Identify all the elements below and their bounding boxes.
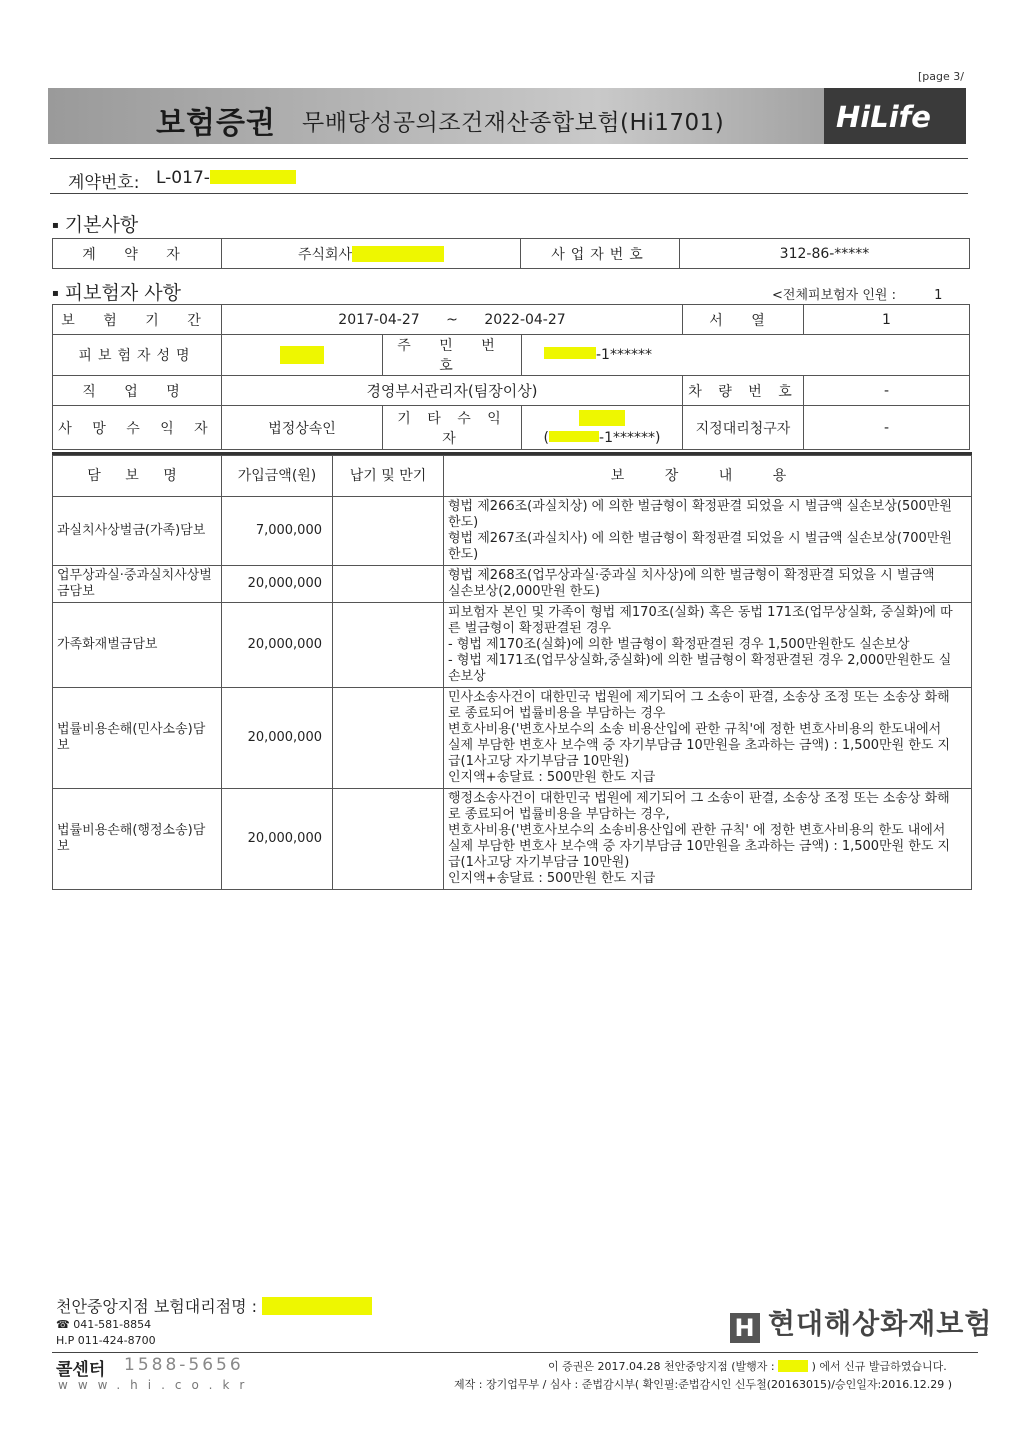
- detail-line: 한도): [448, 547, 479, 562]
- contract-number-value: L-017-: [156, 168, 210, 188]
- coverage-row: [53, 497, 972, 566]
- brand-logo: HiLife: [836, 100, 931, 134]
- redaction-highlight: [778, 1360, 808, 1372]
- coverage-term: [333, 789, 444, 890]
- contractor-name: 주식회사: [297, 246, 353, 263]
- issue-note-post: ) 에서 신규 발급하였습니다.: [811, 1360, 947, 1373]
- agency-label: 천안중앙지점 보험대리점명 :: [56, 1297, 258, 1316]
- coverage-name: 가족화재벌금담보: [53, 603, 222, 688]
- coverage-term: [333, 603, 444, 688]
- detail-line: 실제 부담한 변호사 보수액 중 자기부담금 10만원을 초과하는 금액) : 1,500만원 한도 지: [448, 738, 951, 753]
- proxy-claimant-value: -: [804, 406, 970, 450]
- section-insured-title: [52, 278, 181, 305]
- coverage-row: [53, 789, 972, 890]
- agency-phone: ☎ 041-581-8854: [56, 1318, 152, 1331]
- detail-line: 행정소송사건이 대한민국 법원에 제기되어 그 소송이 판결, 소송상 조정 또는 소송상 화해: [448, 791, 950, 806]
- detail-line: 한도): [448, 515, 479, 530]
- issue-note: [548, 1358, 947, 1374]
- job-value: 경영부서관리자(팀장이상): [222, 376, 683, 406]
- coverage-row: [53, 688, 972, 789]
- basic-info-table: [52, 238, 970, 269]
- detail-line: 실제 부담한 변호사 보수액 중 자기부담금 10만원을 초과하는 금액) : 1,500만원 한도 지: [448, 839, 951, 854]
- redaction-highlight: [352, 246, 444, 262]
- contract-number-label: 계약번호:: [68, 173, 140, 193]
- serial-value: 1: [804, 305, 970, 335]
- contractor-value: [222, 239, 521, 269]
- detail-line: 실손보상(2,000만원 한도): [448, 584, 600, 599]
- coverage-amount: 20,000,000: [222, 566, 333, 603]
- coverage-term: [333, 688, 444, 789]
- detail-line: 형법 제266조(과실치상) 에 의한 벌금형이 확정판결 되었을 시 벌금액 실손보상(500만원: [448, 499, 952, 514]
- section-bullet-icon: ▪: [52, 220, 59, 231]
- coverage-amount: 7,000,000: [222, 497, 333, 566]
- coverage-amount: 20,000,000: [222, 688, 333, 789]
- detail-line: 인지액+송달료 : 500만원 한도 지급: [448, 770, 656, 785]
- serial-label: 서 열: [683, 305, 804, 335]
- coverage-header: 가입금액(원): [222, 456, 333, 497]
- divider: [50, 158, 968, 159]
- detail-line: 형법 제268조(업무상과실·중과실 치사상)에 의한 벌금형이 확정판결 되었을 시 벌금액: [448, 568, 935, 583]
- insured-name-value: [222, 335, 383, 376]
- coverage-row: [53, 603, 972, 688]
- section-bullet-icon: ▪: [52, 288, 59, 299]
- approval-note: 제작 : 장기업무부 / 심사 : 준법감시부( 확인필:준법감시인 신두철(20163015)/승인일자:2016.12.29 ): [454, 1378, 952, 1391]
- rrn-value: [522, 335, 970, 376]
- coverage-table: [52, 455, 972, 890]
- car-label: 차 량 번 호: [683, 376, 804, 406]
- coverage-term: [333, 566, 444, 603]
- detail-line: 른 벌금형이 확정판결된 경우: [448, 621, 612, 636]
- coverage-header: 보 장 내 용: [444, 456, 972, 497]
- other-beneficiary-label: 기 타 수 익 자: [383, 406, 522, 450]
- divider: [50, 193, 968, 194]
- total-insured-value: 1: [934, 288, 943, 303]
- coverage-name: 법률비용손해(민사소송)담보: [53, 688, 222, 789]
- period-separator: ~: [446, 311, 458, 328]
- redaction-highlight: [544, 347, 596, 359]
- redaction-highlight: [549, 431, 599, 442]
- detail-line: 로 종료되어 법률비용을 부담하는 경우: [448, 706, 666, 721]
- period-label: 보 험 기 간: [53, 305, 222, 335]
- coverage-name: 과실치사상벌금(가족)담보: [53, 497, 222, 566]
- coverage-detail: [444, 688, 972, 789]
- coverage-detail: [444, 497, 972, 566]
- insured-info-table: [52, 304, 970, 450]
- period-end: 2022-04-27: [484, 311, 566, 328]
- detail-line: 변호사비용('변호사보수의 소송 비용산입에 관한 규칙'에 정한 변호사비용의 한도내에서: [448, 722, 942, 737]
- contractor-label: 계 약 자: [53, 239, 222, 269]
- biz-no-label: 사업자번호: [521, 239, 680, 269]
- issue-note-pre: 이 증권은 2017.04.28 천안중앙지점 (발행자 :: [548, 1360, 775, 1373]
- other-beneficiary-text: -1******): [599, 429, 661, 446]
- detail-line: - 형법 제170조(실화)에 의한 벌금형이 확정판결된 경우 1,500만원한도 실손보상: [448, 637, 910, 652]
- detail-line: - 형법 제171조(업무상실화,중실화)에 의한 벌금형이 확정판결된 경우 2,000만원한도 실: [448, 653, 952, 668]
- page-number: [page 3/: [918, 70, 964, 83]
- detail-line: 민사소송사건이 대한민국 법원에 제기되어 그 소송이 판결, 소송상 조정 또는 소송상 화해: [448, 690, 950, 705]
- coverage-name: 법률비용손해(행정소송)담보: [53, 789, 222, 890]
- car-value: -: [804, 376, 970, 406]
- section-basic-title: [52, 210, 138, 237]
- rrn-label: 주 민 번 호: [383, 335, 522, 376]
- proxy-claimant-label: 지정대리청구자: [683, 406, 804, 450]
- divider: [52, 1352, 978, 1353]
- period-start: 2017-04-27: [338, 311, 420, 328]
- total-insured: [772, 284, 942, 303]
- detail-line: 급(1사고당 자기부담금 10만원): [448, 754, 630, 769]
- coverage-detail: [444, 789, 972, 890]
- coverage-row: [53, 566, 972, 603]
- biz-no-value: 312-86-*****: [680, 239, 970, 269]
- section-basic-label: 기본사항: [64, 214, 139, 236]
- detail-line: 피보험자 본인 및 가족이 형법 제170조(실화) 혹은 동법 171조(업무상실화, 중실화)에 따: [448, 605, 953, 620]
- company-name: 현대해상화재보험: [768, 1307, 993, 1340]
- other-beneficiary-value: [522, 406, 683, 450]
- document-type-title: 보험증권: [156, 106, 276, 141]
- agency-name: [56, 1294, 372, 1317]
- coverage-header: 납기 및 만기: [333, 456, 444, 497]
- total-insured-label: <전체피보험자 인원 :: [772, 288, 897, 303]
- insured-name-label: 피보험자성명: [53, 335, 222, 376]
- death-beneficiary-value: 법정상속인: [222, 406, 383, 450]
- product-name: 무배당성공의조건재산종합보험(Hi1701): [302, 110, 725, 136]
- agency-mobile: H.P 011-424-8700: [56, 1334, 156, 1347]
- coverage-amount: 20,000,000: [222, 789, 333, 890]
- redaction-highlight: [262, 1297, 372, 1315]
- detail-line: 손보상: [448, 669, 486, 684]
- period-value: [222, 305, 683, 335]
- coverage-term: [333, 497, 444, 566]
- section-insured-label: 피보험자 사항: [64, 282, 181, 304]
- coverage-detail: [444, 603, 972, 688]
- detail-line: 인지액+송달료 : 500만원 한도 지급: [448, 871, 656, 886]
- other-beneficiary-paren: (: [543, 429, 550, 446]
- redaction-highlight: [280, 346, 324, 364]
- redaction-highlight: [579, 410, 625, 426]
- contract-number: [156, 168, 296, 188]
- call-center-number: 1588-5656: [124, 1355, 244, 1375]
- coverage-detail: [444, 566, 972, 603]
- rrn-text: -1******: [596, 347, 652, 363]
- detail-line: 변호사비용('변호사보수의 소송비용산입에 관한 규칙' 에 정한 변호사비용의 한도 내에서: [448, 823, 946, 838]
- coverage-header: 담 보 명: [53, 456, 222, 497]
- redaction-highlight: [210, 170, 296, 184]
- detail-line: 로 종료되어 법률비용을 부담하는 경우,: [448, 807, 670, 822]
- coverage-name: 업무상과실·중과실치사상벌금담보: [53, 566, 222, 603]
- website: www.hi.co.kr: [58, 1378, 255, 1392]
- coverage-amount: 20,000,000: [222, 603, 333, 688]
- detail-line: 급(1사고당 자기부담금 10만원): [448, 855, 630, 870]
- company-logo: [730, 1302, 992, 1343]
- detail-line: 형법 제267조(과실치사) 에 의한 벌금형이 확정판결 되었을 시 벌금액 실손보상(700만원: [448, 531, 952, 546]
- job-label: 직 업 명: [53, 376, 222, 406]
- company-h-icon: H: [730, 1313, 760, 1343]
- call-center-label: 콜센터: [56, 1360, 106, 1380]
- death-beneficiary-label: 사 망 수 익 자: [53, 406, 222, 450]
